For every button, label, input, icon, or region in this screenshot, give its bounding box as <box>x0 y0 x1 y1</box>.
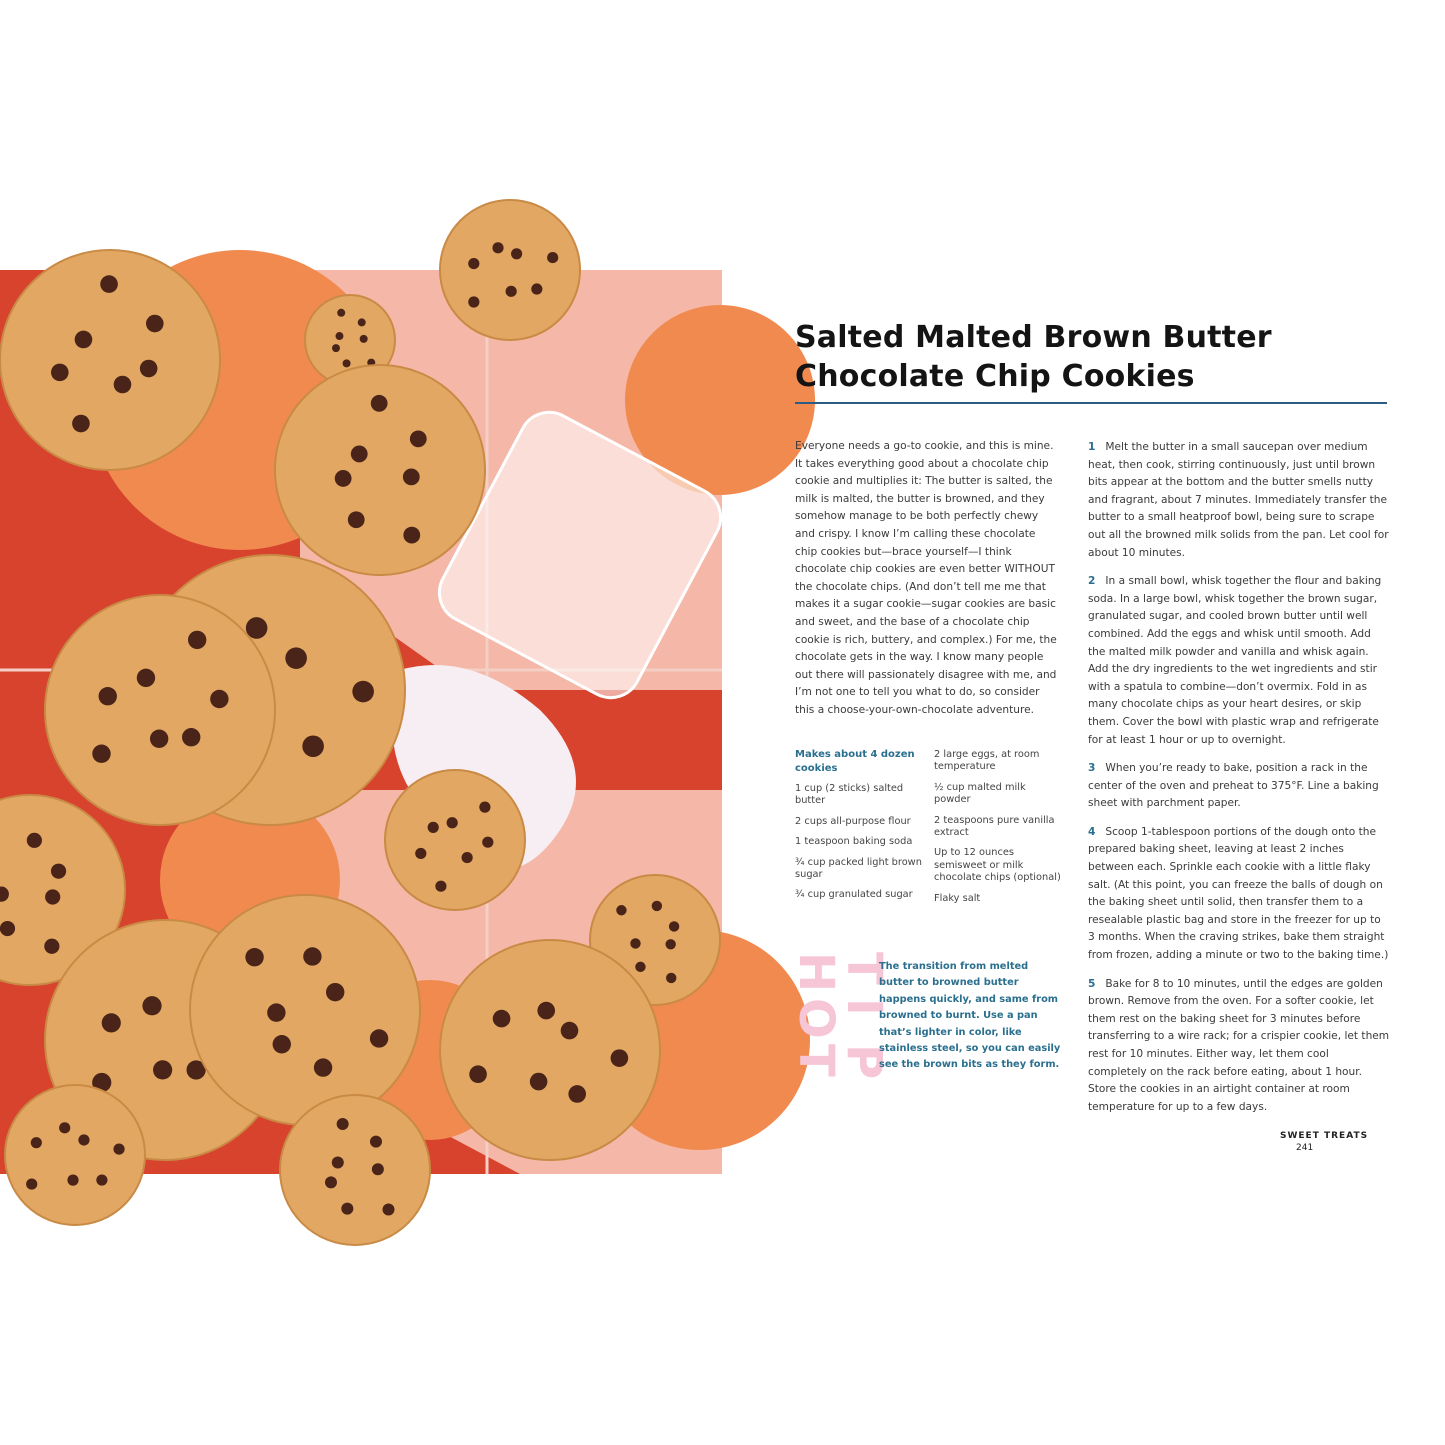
ingredient-item: ½ cup malted milk powder <box>934 781 1026 806</box>
method-step <box>1088 573 1390 749</box>
photo-chocolate-chip <box>531 283 542 294</box>
photo-chocolate-chip <box>337 1118 349 1130</box>
photo-chocolate-chip <box>341 1203 353 1215</box>
title-rule <box>795 402 1387 404</box>
photo-chocolate-chip <box>142 996 161 1015</box>
photo-chocolate-chip <box>493 1010 511 1028</box>
photo-chocolate-chip <box>506 286 517 297</box>
ingredient-item: ¾ cup granulated sugar <box>795 889 913 901</box>
step-text: In a small bowl, whisk together the flour and baking soda. In a large bowl, whisk together the brown sugar, granulated sugar, and cooled brown butter until well combined. Add the eggs and whisk until smooth. Add the malted milk powder and vanilla and whisk again. Add the dry ingredients to the wet ingredients and stir with a spatula to combine—don’t overmix. Fold in as many chocolate chips as your heart desires, or skip them. Cover the bowl with plastic wrap and refrigerate for at least 1 hour or up to overnight. <box>1088 575 1382 746</box>
photo-chocolate-chip <box>403 527 420 544</box>
photo-chocolate-chip <box>31 1137 42 1148</box>
hot-tip-letter: O <box>788 998 844 1039</box>
photo-chocolate-chip <box>51 864 66 879</box>
hot-tip-letter: T <box>788 1044 844 1077</box>
photo-chocolate-chip <box>479 802 490 813</box>
photo-chocolate-chip <box>314 1058 332 1076</box>
photo-cookie <box>190 895 420 1125</box>
photo-chocolate-chip <box>665 939 675 949</box>
section-name: SWEET TREATS <box>1280 1131 1369 1141</box>
photo-chocolate-chip <box>370 1136 382 1148</box>
recipe-intro: Everyone needs a go-to cookie, and this is mine. It takes everything good about a chocolate chip cookie and multiplies it: The butter is salted, the milk is malted, the butter is browned, and they somehow manage to be both perfectly chewy and crispy. I know I’m calling these chocolate chip cookies but—brace yourself—I think chocolate chip cookies are even better WITHOUT the chocolate chips. (And don’t tell me me that makes it a sugar cookie—sugar cookies are basic and sweet, and the base of a chocolate chip cookie is rich, buttery, and complex.) For me, the chocolate gets in the way. I know many people out there will passionately disagree with me, and I’m not one to tell you what to do, so consider this a choose-your-own-chocolate adventure. <box>795 440 1057 716</box>
photo-chocolate-chip <box>530 1073 548 1091</box>
step-number: 3 <box>1088 762 1096 775</box>
photo-chocolate-chip <box>371 395 388 412</box>
photo-chocolate-chip <box>372 1163 384 1175</box>
photo-cookie <box>440 940 660 1160</box>
photo-chocolate-chip <box>469 1065 487 1083</box>
photo-chocolate-chip <box>403 468 420 485</box>
photo-chocolate-chip <box>140 360 158 378</box>
photo-chocolate-chip <box>669 921 679 931</box>
photo-chocolate-chip <box>302 735 324 757</box>
page-number: 241 <box>1296 1143 1314 1153</box>
photo-cookie <box>280 1095 430 1245</box>
photo-chocolate-chip <box>99 687 117 705</box>
photo-chocolate-chip <box>348 511 365 528</box>
photo-chocolate-chip <box>246 617 268 639</box>
photo-chocolate-chip <box>182 728 200 746</box>
photo-chocolate-chip <box>410 430 427 447</box>
photo-chocolate-chip <box>267 1003 285 1021</box>
photo-chocolate-chip <box>146 315 164 333</box>
photo-chocolate-chip <box>114 376 132 394</box>
photo-chocolate-chip <box>428 822 439 833</box>
hot-tip-letter: I <box>836 998 892 1016</box>
photo-chocolate-chip <box>59 1122 70 1133</box>
photo-chocolate-chip <box>325 1176 337 1188</box>
ingredient-item: 1 teaspoon baking soda <box>795 836 913 848</box>
photo-chocolate-chip <box>666 973 676 983</box>
photo-chocolate-chip <box>630 938 640 948</box>
photo-chocolate-chip <box>137 669 155 687</box>
ingredient-item: 2 teaspoons pure vanilla extract <box>934 814 1055 839</box>
photo-chocolate-chip <box>51 364 69 382</box>
hot-tip-text: The transition from melted butter to browned butter happens quickly, and same from browned to burnt. Use a pan that’s lighter in color, like stainless steel, so you can easily see the brown bits as they form. <box>879 961 1061 1071</box>
photo-chocolate-chip <box>568 1085 586 1103</box>
photo-chocolate-chip <box>92 745 110 763</box>
hot-tip-letter: H <box>788 952 844 993</box>
photo-chocolate-chip <box>273 1035 291 1053</box>
photo-chocolate-chip <box>27 833 42 848</box>
hot-tip-letter: T <box>836 952 892 985</box>
photo-chocolate-chip <box>616 905 626 915</box>
photo-chocolate-chip <box>102 1013 121 1032</box>
photo-chocolate-chip <box>343 359 351 367</box>
photo-chocolate-chip <box>468 296 479 307</box>
step-text: When you’re ready to bake, position a rack in the center of the oven and preheat to 375°F. Line a baking sheet with parchment paper. <box>1088 762 1379 810</box>
step-number: 5 <box>1088 977 1096 990</box>
photo-chocolate-chip <box>561 1022 579 1040</box>
photo-chocolate-chip <box>75 331 93 349</box>
ingredient-item: Up to 12 ounces semisweet or milk chocolate chips (optional) <box>934 847 1061 884</box>
cookies-photo <box>0 270 722 1174</box>
photo-chocolate-chip <box>96 1174 107 1185</box>
photo-cookie <box>5 1085 145 1225</box>
photo-chocolate-chip <box>332 1157 344 1169</box>
method-step <box>1088 824 1390 965</box>
method-step <box>1088 976 1390 1117</box>
photo-chocolate-chip <box>370 1029 388 1047</box>
photo-chocolate-chip <box>45 889 60 904</box>
photo-chocolate-chip <box>78 1134 89 1145</box>
photo-chocolate-chip <box>188 631 206 649</box>
ingredient-list-right <box>934 749 1064 913</box>
ingredient-item: Flaky salt <box>934 892 981 904</box>
photo-chocolate-chip <box>611 1049 629 1067</box>
photo-chocolate-chip <box>537 1002 555 1020</box>
photo-chocolate-chip <box>337 309 345 317</box>
ingredient-item: ¾ cup packed light brown sugar <box>795 856 922 881</box>
photo-chocolate-chip <box>113 1143 124 1154</box>
step-text: Scoop 1-tablespoon portions of the dough onto the prepared baking sheet, leaving at least 2 inches between each. Sprinkle each cookie with a little flaky salt. (At this point, you can freeze the balls of dough on the baking sheet until solid, then transfer them to a resealable plastic bag and store in the freezer for up to 3 months. When the craving strikes, bake them straight from frozen, adding a minute or two to the baking time.) <box>1088 825 1389 962</box>
photo-chocolate-chip <box>492 242 503 253</box>
hot-tip-letter: P <box>836 1044 892 1080</box>
photo-chocolate-chip <box>415 848 426 859</box>
recipe-yield: Makes about 4 dozen cookies <box>795 749 915 774</box>
photo-chocolate-chip <box>482 837 493 848</box>
photo-chocolate-chip <box>351 446 368 463</box>
photo-chocolate-chip <box>635 962 645 972</box>
photo-chocolate-chip <box>511 248 522 259</box>
method-step <box>1088 760 1390 813</box>
photo-chocolate-chip <box>153 1060 172 1079</box>
photo-cookie <box>385 770 525 910</box>
photo-chocolate-chip <box>547 252 558 263</box>
photo-chocolate-chip <box>0 921 15 936</box>
photo-cookie <box>440 200 580 340</box>
photo-chocolate-chip <box>447 817 458 828</box>
method-step <box>1088 439 1390 562</box>
photo-chocolate-chip <box>358 318 366 326</box>
photo-chocolate-chip <box>72 415 90 433</box>
photo-chocolate-chip <box>303 947 321 965</box>
recipe-title-line2: Chocolate Chip Cookies <box>795 359 1195 394</box>
ingredient-item: 2 large eggs, at room temperature <box>934 749 1040 773</box>
photo-chocolate-chip <box>335 332 343 340</box>
photo-chocolate-chip <box>462 852 473 863</box>
recipe-title <box>795 318 1395 396</box>
method-steps <box>1088 439 1390 1127</box>
photo-chocolate-chip <box>326 983 344 1001</box>
photo-chocolate-chip <box>67 1175 78 1186</box>
photo-chocolate-chip <box>652 901 662 911</box>
photo-chocolate-chip <box>245 948 263 966</box>
step-number: 2 <box>1088 575 1096 588</box>
ingredient-item: 1 cup (2 sticks) salted butter <box>795 783 904 807</box>
photo-chocolate-chip <box>285 647 307 669</box>
photo-chocolate-chip <box>435 881 446 892</box>
photo-chocolate-chip <box>26 1178 37 1189</box>
recipe-title-line1: Salted Malted Brown Butter <box>795 320 1272 355</box>
step-text: Bake for 8 to 10 minutes, until the edges are golden brown. Remove from the oven. For a softer cookie, let them rest on the baking sheet for 3 minutes before transferring to a wire rack; for a crispier cookie, let them rest for 10 minutes. Either way, let them cool completely on the rack before eating, about 1 hour. Store the cookies in an airtight container at room temperature for up to a few days. <box>1088 977 1390 1113</box>
photo-chocolate-chip <box>210 690 228 708</box>
photo-chocolate-chip <box>335 470 352 487</box>
photo-chocolate-chip <box>382 1203 394 1215</box>
step-number: 4 <box>1088 825 1096 838</box>
photo-chocolate-chip <box>352 681 374 703</box>
photo-chocolate-chip <box>360 335 368 343</box>
ingredient-list-left <box>795 783 925 910</box>
photo-chocolate-chip <box>468 258 479 269</box>
photo-cookie <box>45 595 275 825</box>
photo-chocolate-chip <box>100 275 118 293</box>
photo-chocolate-chip <box>44 939 59 954</box>
page-footer <box>1280 1130 1400 1154</box>
ingredient-item: 2 cups all-purpose flour <box>795 815 911 827</box>
photo-chocolate-chip <box>332 344 340 352</box>
step-number: 1 <box>1088 441 1096 453</box>
photo-chocolate-chip <box>150 730 168 748</box>
step-text: Melt the butter in a small saucepan over medium heat, then cook, stirring continuously, just until brown bits appear at the bottom and the butter smells nutty and fragrant, about 7 minutes. Immediately transfer the butter to a small heatproof bowl, being sure to scrape out all the browned milk solids from the pan. Let cool for about 10 minutes. <box>1088 441 1389 559</box>
